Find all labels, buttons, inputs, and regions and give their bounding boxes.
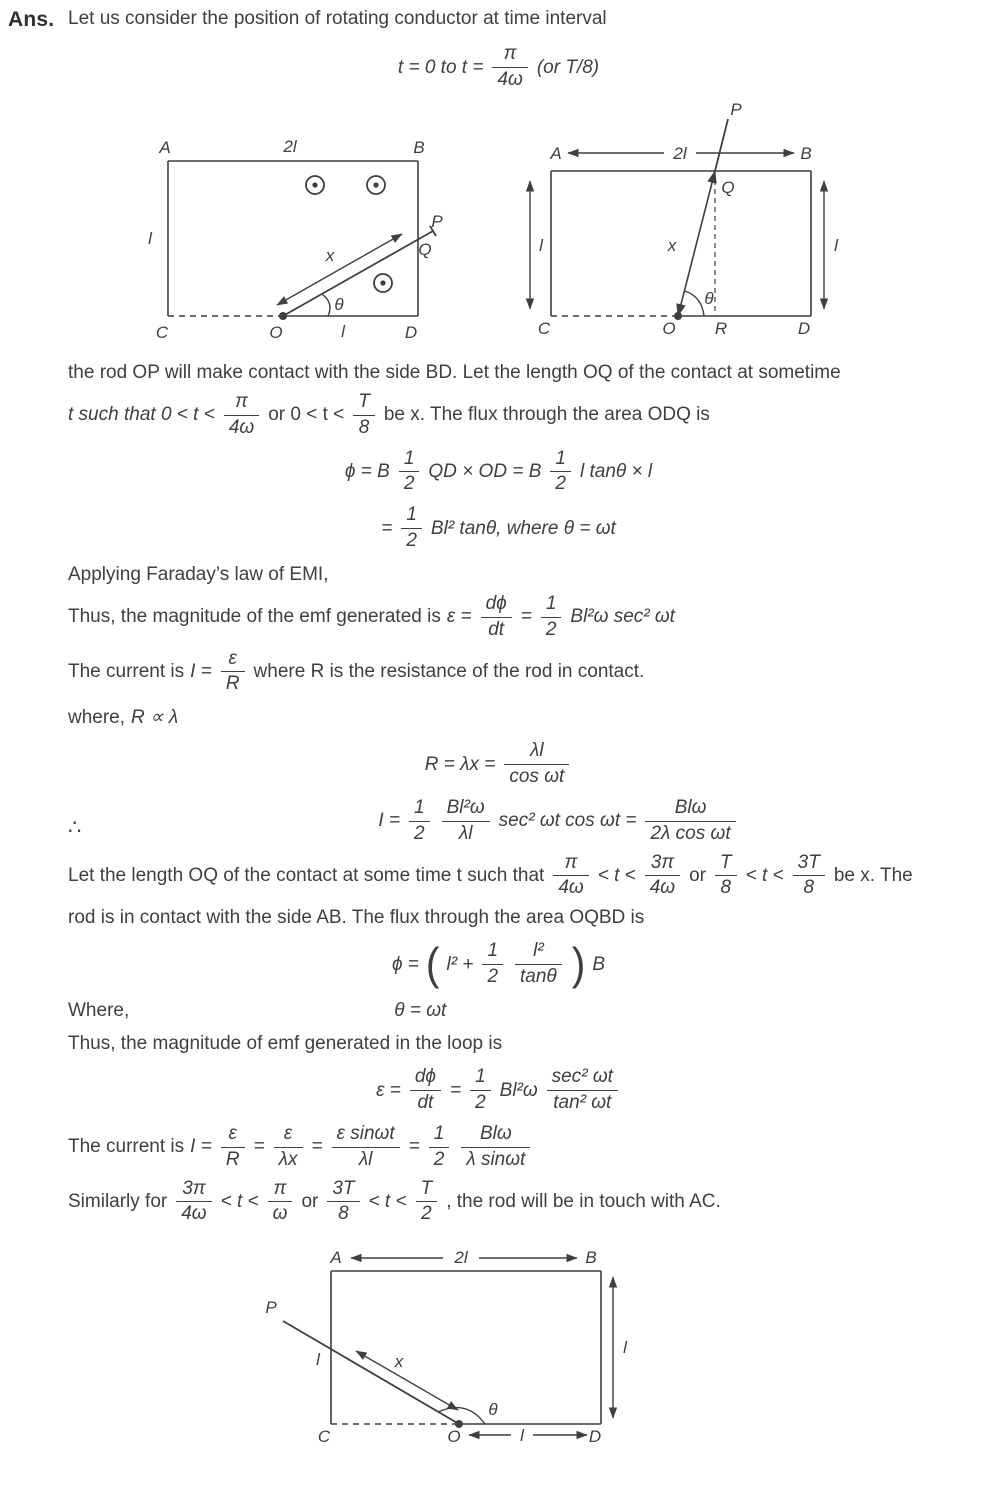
- numerator: dϕ: [481, 594, 512, 618]
- corner-label-A: A: [159, 138, 171, 158]
- denominator: λl: [458, 822, 473, 844]
- denominator: 8: [803, 877, 815, 899]
- equation-resistance: [8, 741, 989, 788]
- intro-text: Let us consider the position of rotating conductor at time interval: [68, 8, 607, 29]
- text-segment: ϕ = B: [344, 461, 390, 483]
- equation-flux-2: [8, 505, 989, 552]
- math-segment: =: [520, 606, 532, 628]
- fraction: [481, 594, 512, 641]
- bottom-length-label: l: [341, 322, 345, 342]
- contact-label-Q: Q: [418, 240, 432, 260]
- foot-label-R: R: [714, 319, 728, 339]
- fraction: [442, 798, 490, 845]
- denominator: 2: [545, 618, 557, 640]
- rod-length-label-x: x: [394, 1352, 403, 1372]
- denominator: 2: [433, 1148, 445, 1170]
- theta-arc: [685, 291, 704, 316]
- right-parenthesis: ): [571, 939, 586, 989]
- text-segment: t = 0 to t =: [397, 56, 484, 78]
- text-segment: where,: [68, 707, 126, 729]
- math-segment: I =: [190, 661, 212, 683]
- denominator: cos ωt: [509, 765, 565, 787]
- text-segment: =: [381, 517, 393, 539]
- corner-label-A: A: [329, 1248, 342, 1268]
- angle-label-theta: θ: [704, 289, 714, 309]
- numerator: ε: [221, 1124, 245, 1148]
- text-segment: < t <: [745, 865, 784, 887]
- math-segment: =: [311, 1136, 323, 1158]
- denominator: tanθ: [520, 965, 557, 987]
- field-out-icon: [367, 176, 385, 194]
- fraction: [429, 1124, 450, 1171]
- therefore-symbol: ∴: [68, 815, 82, 839]
- rectangle-outline: [168, 161, 418, 316]
- text-line-with-fractions: [68, 392, 989, 439]
- denominator: 2: [403, 473, 415, 495]
- fraction: [409, 798, 430, 845]
- corner-label-B: B: [413, 138, 425, 158]
- numerator: 1: [399, 449, 420, 473]
- text-segment: B: [592, 953, 606, 975]
- numerator: π: [553, 853, 588, 877]
- numerator: T: [353, 392, 375, 416]
- numerator: 3T: [793, 853, 825, 877]
- fraction: [504, 741, 569, 788]
- denominator: R: [225, 673, 240, 695]
- numerator: dϕ: [410, 1067, 441, 1091]
- denominator: dt: [417, 1091, 434, 1113]
- fraction: [470, 1067, 491, 1114]
- denominator: λl: [358, 1148, 373, 1170]
- left-length-label: l: [148, 229, 152, 249]
- numerator: T: [416, 1179, 438, 1203]
- rod-end-label-P: P: [264, 1298, 277, 1318]
- denominator: 4ω: [649, 877, 676, 899]
- fraction: [715, 853, 737, 900]
- text-segment: Bl² tanθ, where θ = ωt: [430, 517, 616, 539]
- text-segment: where R is the resistance of the rod in contact.: [253, 661, 645, 683]
- numerator: ε sinωt: [332, 1124, 400, 1148]
- pivot-O-dot: [279, 312, 287, 320]
- numerator: Blω: [645, 798, 735, 822]
- equation-emf-2: [8, 1067, 989, 1114]
- bottom-length-label: l: [519, 1426, 524, 1446]
- fraction: [274, 1124, 303, 1171]
- fraction: [492, 44, 527, 91]
- paragraph-contact-bd: [68, 360, 989, 438]
- text-segment: or 0 < t <: [268, 404, 345, 426]
- numerator: l²: [515, 941, 562, 965]
- text-segment: , the rod will be in touch with AC.: [446, 1191, 721, 1213]
- rod-OP: [283, 1321, 459, 1424]
- fraction: [482, 941, 503, 988]
- diagrams-row: [138, 101, 989, 346]
- rod-length-label-l: l: [315, 1350, 320, 1370]
- corner-label-D: D: [588, 1427, 601, 1447]
- field-out-icon: [306, 176, 324, 194]
- field-dots-group: [306, 176, 392, 292]
- text-segment: ϕ =: [391, 953, 419, 975]
- text-segment: or: [301, 1191, 319, 1213]
- text-segment: =: [449, 1079, 462, 1101]
- right-length-label: l: [622, 1338, 627, 1358]
- text-segment: (or T/8): [536, 56, 600, 78]
- corner-label-D: D: [404, 323, 418, 343]
- corner-label-C: C: [537, 319, 551, 339]
- text-segment: The current is: [68, 1136, 185, 1158]
- top-length-label: 2l: [673, 144, 687, 164]
- denominator: λx: [278, 1148, 298, 1170]
- denominator: 8: [338, 1203, 349, 1225]
- denominator: 8: [720, 877, 732, 899]
- math-segment: =: [408, 1136, 420, 1158]
- fraction: [268, 1179, 293, 1226]
- text-segment: Let the length OQ of the contact at some time t such that: [68, 865, 545, 887]
- denominator: 4ω: [228, 416, 255, 438]
- text-segment: l² +: [446, 953, 474, 975]
- fraction: [221, 649, 245, 696]
- corner-label-B: B: [800, 144, 812, 164]
- text-segment: Similarly for: [68, 1191, 168, 1213]
- diagram3-row: [188, 1241, 708, 1451]
- equation-theta: θ = ωt: [394, 999, 447, 1021]
- numerator: 1: [541, 594, 562, 618]
- fraction: [515, 941, 562, 988]
- numerator: 1: [482, 941, 503, 965]
- denominator: dt: [488, 618, 505, 640]
- numerator: 1: [470, 1067, 491, 1091]
- rod-end-label-P: P: [730, 101, 742, 120]
- equation-flux-3: [8, 941, 989, 988]
- denominator: λ sinωt: [466, 1148, 526, 1170]
- numerator: ε: [274, 1124, 303, 1148]
- field-out-icon: [374, 274, 392, 292]
- numerator: π: [268, 1179, 293, 1203]
- fraction: [401, 505, 422, 552]
- fraction: [221, 1124, 245, 1171]
- numerator: 3π: [645, 853, 680, 877]
- where-label: Where,: [68, 999, 130, 1021]
- diagram-first-interval: [138, 131, 448, 346]
- fraction: [553, 853, 588, 900]
- denominator: 2λ cos ωt: [650, 822, 731, 844]
- math-segment: I =: [190, 1136, 212, 1158]
- text-segment: QD × OD = B: [428, 461, 542, 483]
- denominator: 8: [358, 416, 370, 438]
- numerator: λl: [504, 741, 569, 765]
- denominator: R: [225, 1148, 240, 1170]
- corner-label-C: C: [155, 323, 169, 343]
- math-segment: Bl²ω sec² ωt: [570, 606, 675, 628]
- fraction: [547, 1067, 618, 1114]
- math-segment: < t <: [220, 1191, 259, 1213]
- rod-length-label-x: x: [325, 246, 335, 266]
- text-segment: < t <: [597, 865, 636, 887]
- therefore-row: [68, 798, 989, 845]
- diagram-third-interval: [261, 1241, 636, 1451]
- text-segment: be x. The flux through the area ODQ is: [383, 404, 710, 426]
- fraction: [399, 449, 420, 496]
- denominator: 2: [475, 1091, 486, 1113]
- fraction: [332, 1124, 400, 1171]
- denominator: 2: [487, 965, 499, 987]
- numerator: π: [224, 392, 259, 416]
- text-line-with-fractions: [68, 853, 989, 900]
- resistance-proportional-line: [68, 705, 989, 731]
- denominator: 2: [421, 1203, 432, 1225]
- angle-label-theta: θ: [487, 1400, 498, 1420]
- denominator: tan² ωt: [553, 1091, 612, 1113]
- denominator: 4ω: [497, 69, 523, 91]
- answer-header-row: [8, 6, 989, 34]
- where-row: [68, 998, 989, 1024]
- fraction: [353, 392, 375, 439]
- text-segment: ε =: [376, 1079, 401, 1101]
- pivot-label-O: O: [269, 323, 283, 343]
- emf-intro-line: Thus, the magnitude of emf generated in the loop is: [68, 1033, 503, 1055]
- rectangle-outline: [331, 1271, 601, 1424]
- math-segment: R ∝ λ: [131, 707, 179, 729]
- text-segment: t such that 0 < t <: [68, 404, 215, 426]
- fraction: [550, 449, 571, 496]
- similarly-line: [68, 1179, 989, 1226]
- numerator: 1: [409, 798, 430, 822]
- text-segment: Bl²ω: [499, 1079, 538, 1101]
- right-length-label: l: [834, 236, 838, 256]
- denominator: 2: [406, 530, 417, 552]
- numerator: 3T: [327, 1179, 359, 1203]
- contact-label-Q: Q: [721, 178, 735, 198]
- numerator: 1: [401, 505, 422, 529]
- angle-label-theta: θ: [334, 295, 344, 315]
- corner-label-A: A: [550, 144, 562, 164]
- fraction: [176, 1179, 211, 1226]
- denominator: 4ω: [181, 1203, 207, 1225]
- answer-label: Ans.: [8, 8, 55, 31]
- text-segment: or: [689, 865, 707, 887]
- theta-arc: [322, 294, 330, 316]
- pivot-label-O: O: [446, 1427, 461, 1447]
- diagram-second-interval: [506, 101, 846, 346]
- paragraph-contact-ab: [68, 853, 989, 931]
- corner-label-B: B: [584, 1248, 597, 1268]
- fraction: [461, 1124, 530, 1171]
- numerator: 1: [550, 449, 571, 473]
- rectangle-outline: [551, 171, 811, 316]
- denominator: ω: [272, 1203, 288, 1225]
- numerator: T: [715, 853, 737, 877]
- rod-OP: [283, 226, 436, 316]
- text-line: rod is in contact with the side AB. The flux through the area OQBD is: [68, 907, 645, 929]
- text-segment: Thus, the magnitude of the emf generated is: [68, 606, 441, 628]
- diagram2-labels: [538, 101, 839, 338]
- denominator: 4ω: [558, 877, 584, 899]
- fraction: [416, 1179, 438, 1226]
- text-segment: R = λx =: [424, 753, 496, 775]
- numerator: ε: [221, 649, 245, 673]
- fraction: [224, 392, 259, 439]
- x-length-arrow: [356, 1351, 458, 1410]
- text-line: the rod OP will make contact with the side BD. Let the length OQ of the contact at sometime: [68, 362, 841, 384]
- fraction: [327, 1179, 359, 1226]
- fraction: [541, 594, 562, 641]
- left-length-label: l: [539, 236, 543, 256]
- fraction: [410, 1067, 441, 1114]
- left-parenthesis: (: [425, 939, 440, 989]
- equation-current-1: [128, 798, 989, 845]
- numerator: sec² ωt: [547, 1067, 618, 1091]
- text-segment: be x. The: [833, 865, 913, 887]
- text-segment: l tanθ × l: [579, 461, 653, 483]
- diagram1-labels: [148, 137, 443, 342]
- numerator: π: [492, 44, 527, 68]
- current-line-2: [68, 1124, 989, 1171]
- math-segment: < t <: [368, 1191, 407, 1213]
- denominator: 2: [555, 473, 566, 495]
- fraction: [645, 798, 735, 845]
- top-length-label: 2l: [283, 137, 297, 157]
- faraday-line: Applying Faraday’s law of EMI,: [68, 564, 329, 586]
- current-line-1: [68, 649, 989, 696]
- numerator: Bl²ω: [442, 798, 490, 822]
- emf-line-1: [68, 594, 989, 641]
- numerator: 3π: [176, 1179, 211, 1203]
- math-segment: =: [253, 1136, 265, 1158]
- top-length-label: 2l: [453, 1248, 468, 1268]
- rod-length-label-x: x: [667, 236, 677, 256]
- numerator: Blω: [461, 1124, 530, 1148]
- rod-end-label-P: P: [431, 212, 443, 232]
- corner-label-C: C: [317, 1427, 330, 1447]
- fraction: [793, 853, 825, 900]
- numerator: 1: [429, 1124, 450, 1148]
- equation-time-interval: [8, 44, 989, 91]
- math-segment: ε =: [446, 606, 472, 628]
- denominator: 2: [414, 822, 425, 844]
- text-segment: sec² ωt cos ωt =: [498, 810, 637, 832]
- corner-label-D: D: [797, 319, 811, 339]
- text-segment: I =: [378, 810, 401, 832]
- equation-flux-1: [8, 449, 989, 496]
- fraction: [645, 853, 680, 900]
- text-segment: The current is: [68, 661, 185, 683]
- pivot-label-O: O: [662, 319, 676, 339]
